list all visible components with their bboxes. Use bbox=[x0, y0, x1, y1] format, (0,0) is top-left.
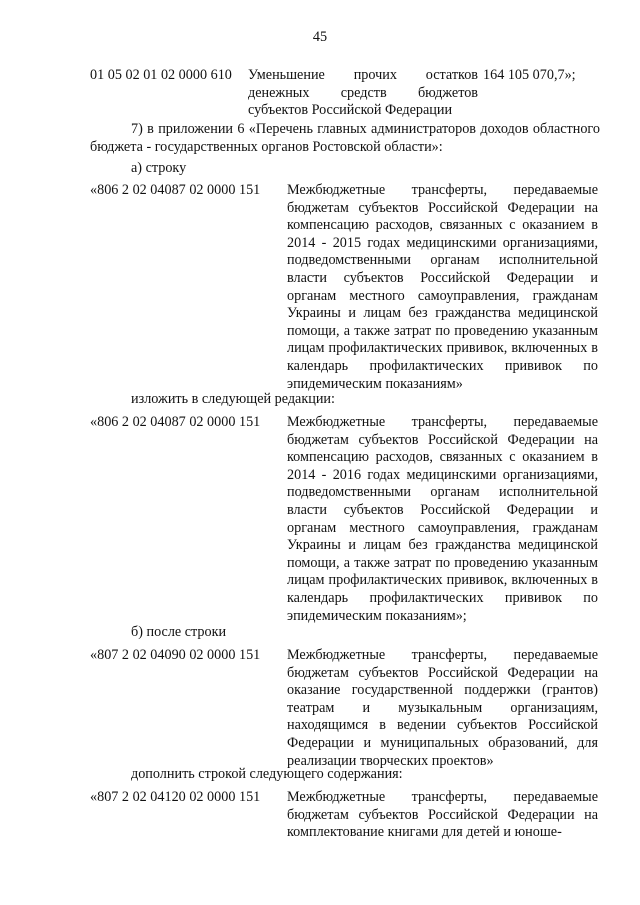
row-amount: 164 105 070,7»; bbox=[483, 67, 576, 83]
page-number: 45 bbox=[312, 29, 328, 45]
row-code: «807 2 02 04120 02 0000 151 bbox=[90, 789, 261, 805]
subitem-a: а) строку bbox=[131, 160, 187, 176]
row-code: 01 05 02 01 02 0000 610 bbox=[90, 67, 232, 83]
instruction-supplement: дополнить строкой следующего содержания: bbox=[131, 766, 403, 782]
row-description: Межбюджетные трансферты, передаваемые бюджетам субъектов Российской Федерации на оказание государственной поддержки (грантов) театрам и музыкальным организациям, находящимся в ведении субъектов Российской Федерации и муниципальных образований, для реализации творческих проектов» bbox=[287, 647, 598, 769]
paragraph-item-7: 7) в приложении 6 «Перечень главных администраторов доходов областного бюджета - государственных органов Ростовской области»: bbox=[90, 121, 600, 155]
row-description: Уменьшение прочих остатков денежных средств бюджетов субъектов Российской Федерации bbox=[248, 67, 478, 119]
row-code: «806 2 02 04087 02 0000 151 bbox=[90, 414, 261, 430]
instruction-restate: изложить в следующей редакции: bbox=[131, 391, 335, 407]
row-code: «806 2 02 04087 02 0000 151 bbox=[90, 182, 261, 198]
row-description: Межбюджетные трансферты, передаваемые бюджетам субъектов Российской Федерации на компенсацию расходов, связанных с оказанием в 2014 - 2015 годах медицинскими организациями, подведомственными органам исполнительной власти субъектов Российской Федерации и органам местного самоуправления, гражданам Украины и лицам без гражданства медицинской помощи, а также затрат по проведению указанным лицам профилактических прививок, включенных в календарь профилактических прививок по эпидемическим показаниям» bbox=[287, 182, 598, 392]
subitem-b: б) после строки bbox=[131, 624, 227, 640]
row-description: Межбюджетные трансферты, передаваемые бюджетам субъектов Российской Федерации на компенсацию расходов, связанных с оказанием в 2014 - 2016 годах медицинскими организациями, подведомственными органам исполнительной власти субъектов Российской Федерации и органам местного самоуправления, гражданам Украины и лицам без гражданства медицинской помощи, а также затрат по проведению указанным лицам профилактических прививок, включенных в календарь профилактических прививок по эпидемическим показаниям»; bbox=[287, 414, 598, 624]
row-code: «807 2 02 04090 02 0000 151 bbox=[90, 647, 261, 663]
row-description: Межбюджетные трансферты, передаваемые бюджетам субъектов Российской Федерации на комплектование книгами для детей и юноше- bbox=[287, 789, 598, 841]
